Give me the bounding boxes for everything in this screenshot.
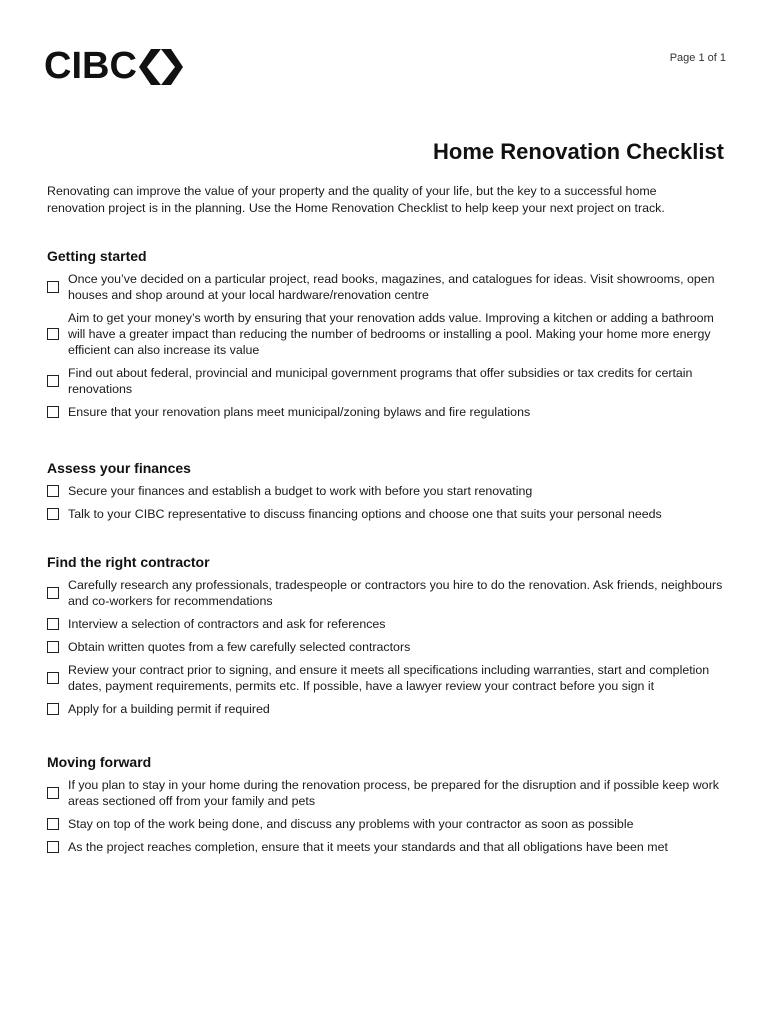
checklist-item — [47, 662, 737, 694]
checklist-item-text: If you plan to stay in your home during the renovation process, be prepared for the disruption and if possible keep work areas sectioned off from your family and pets — [68, 778, 719, 808]
section-assess-finances — [47, 460, 737, 529]
checkbox[interactable] — [47, 841, 59, 853]
checklist-item-text: Stay on top of the work being done, and discuss any problems with your contractor as soon as possible — [68, 817, 634, 831]
checkbox[interactable] — [47, 281, 59, 293]
checklist-item — [47, 483, 737, 499]
checkbox[interactable] — [47, 618, 59, 630]
checklist-item-text: Review your contract prior to signing, and ensure it meets all specifications including warranties, start and completion dates, payment requirements, permits etc. If possible, have a lawyer review your contract before you sign it — [68, 663, 710, 693]
checklist-item — [47, 404, 737, 420]
checkbox[interactable] — [47, 508, 59, 520]
checkbox[interactable] — [47, 485, 59, 497]
checklist-item — [47, 271, 737, 303]
checklist-item — [47, 839, 737, 855]
checklist-item-text: Aim to get your money’s worth by ensuring that your renovation adds value. Improving a kitchen or adding a bathroom will have a greater impact than reducing the number of bedrooms or installing a pool. Making your home more energy efficient can also increase its value — [68, 311, 714, 357]
checklist-item-text: Talk to your CIBC representative to discuss financing options and choose one that suits your personal needs — [68, 507, 662, 521]
logo-text: CIBC — [44, 45, 137, 87]
checklist-item — [47, 816, 737, 832]
checklist-item — [47, 506, 737, 522]
section-heading: Getting started — [47, 248, 147, 264]
intro-paragraph: Renovating can improve the value of your property and the quality of your life, but the key to a successful home renovation project is in the planning. Use the Home Renovation Checklist to help keep your next project on track. — [47, 184, 665, 215]
checklist-item-text: Carefully research any professionals, tradespeople or contractors you hire to do the renovation. Ask friends, neighbours and co-workers for recommendations — [68, 578, 723, 608]
section-getting-started — [47, 248, 737, 427]
checklist-item-text: Interview a selection of contractors and ask for references — [68, 617, 386, 631]
section-find-contractor — [47, 554, 737, 724]
checkbox[interactable] — [47, 587, 59, 599]
checklist-item-text: Apply for a building permit if required — [68, 702, 270, 716]
checklist-item — [47, 777, 737, 809]
section-heading: Find the right contractor — [47, 554, 210, 570]
checklist-item — [47, 701, 737, 717]
checklist-item — [47, 577, 737, 609]
checklist-item-text: Once you’ve decided on a particular project, read books, magazines, and catalogues for ideas. Visit showrooms, open houses and shop around at your local hardware/renovation centre — [68, 272, 715, 302]
checklist-item-text: Find out about federal, provincial and municipal government programs that offer subsidies or tax credits for certain renovations — [68, 366, 693, 396]
checklist-item-text: Obtain written quotes from a few carefully selected contractors — [68, 640, 411, 654]
checkbox[interactable] — [47, 672, 59, 684]
checkbox[interactable] — [47, 641, 59, 653]
checklist-item-text: Ensure that your renovation plans meet municipal/zoning bylaws and fire regulations — [68, 405, 531, 419]
checkbox[interactable] — [47, 703, 59, 715]
checkbox[interactable] — [47, 818, 59, 830]
cibc-logo — [44, 44, 183, 88]
page-title: Home Renovation Checklist — [433, 139, 724, 164]
checkbox[interactable] — [47, 375, 59, 387]
checklist-item-text: As the project reaches completion, ensure that it meets your standards and that all obligations have been met — [68, 840, 668, 854]
checkbox[interactable] — [47, 787, 59, 799]
checklist-item — [47, 639, 737, 655]
checkbox[interactable] — [47, 328, 59, 340]
section-moving-forward — [47, 754, 737, 862]
checklist-item — [47, 310, 737, 358]
section-heading: Moving forward — [47, 754, 152, 770]
checkbox[interactable] — [47, 406, 59, 418]
checklist-item-text: Secure your finances and establish a budget to work with before you start renovating — [68, 484, 533, 498]
section-heading: Assess your finances — [47, 460, 191, 476]
checklist-item — [47, 365, 737, 397]
page-number: Page 1 of 1 — [669, 52, 726, 64]
checklist-item — [47, 616, 737, 632]
cibc-chevron-icon — [139, 47, 183, 87]
